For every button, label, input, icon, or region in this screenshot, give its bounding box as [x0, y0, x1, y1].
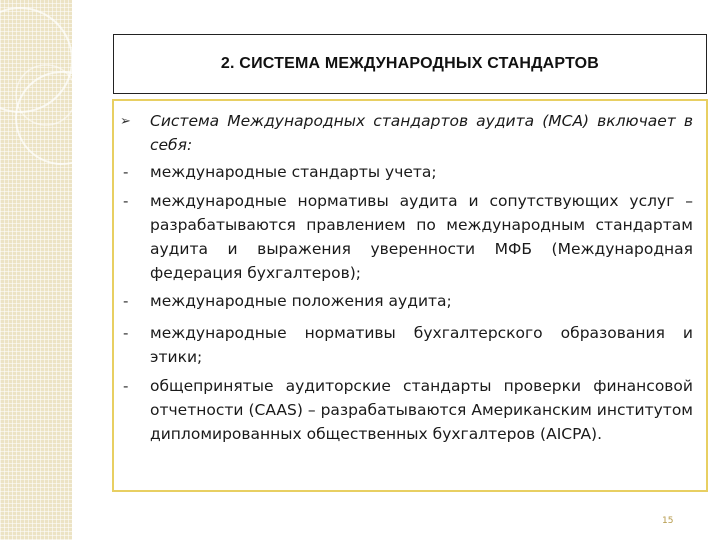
list-item-text: международные стандарты учета;	[150, 163, 437, 181]
decorative-circles	[0, 0, 72, 540]
list-item-text: общепринятые аудиторские стандарты проверки финансовой отчетности (CAAS) – разрабатываются Американским институтом дипломированных общественных бухгалтеров (AICPA).	[150, 377, 693, 443]
dash-bullet: -	[123, 377, 129, 395]
arrow-bullet-icon: ➢	[120, 114, 131, 129]
dash-bullet: -	[123, 292, 129, 310]
intro-item	[120, 109, 693, 157]
title-box	[113, 34, 707, 94]
page-number: 15	[662, 516, 674, 526]
list-item-text: международные нормативы бухгалтерского образования и этики;	[150, 324, 693, 366]
list-item-text: международные нормативы аудита и сопутствующих услуг – разрабатываются правлением по международным стандартам аудита и выражения уверенности МФБ (Международная федерация бухгалтеров);	[150, 192, 693, 282]
page-title: 2. СИСТЕМА МЕЖДУНАРОДНЫХ СТАНДАРТОВ	[220, 55, 600, 72]
intro-text: Система Международных стандартов аудита (МСА) включает в себя:	[150, 112, 693, 154]
list-item-text: международные положения аудита;	[150, 292, 452, 310]
content-box	[112, 99, 708, 492]
list-item	[123, 289, 693, 313]
list-item	[123, 189, 693, 285]
dash-bullet: -	[123, 324, 129, 342]
decorative-side-stripe	[0, 0, 72, 540]
dash-bullet: -	[123, 163, 129, 181]
list-item	[123, 374, 693, 446]
dash-bullet: -	[123, 192, 129, 210]
list-item	[123, 160, 693, 184]
list-item	[123, 321, 693, 369]
